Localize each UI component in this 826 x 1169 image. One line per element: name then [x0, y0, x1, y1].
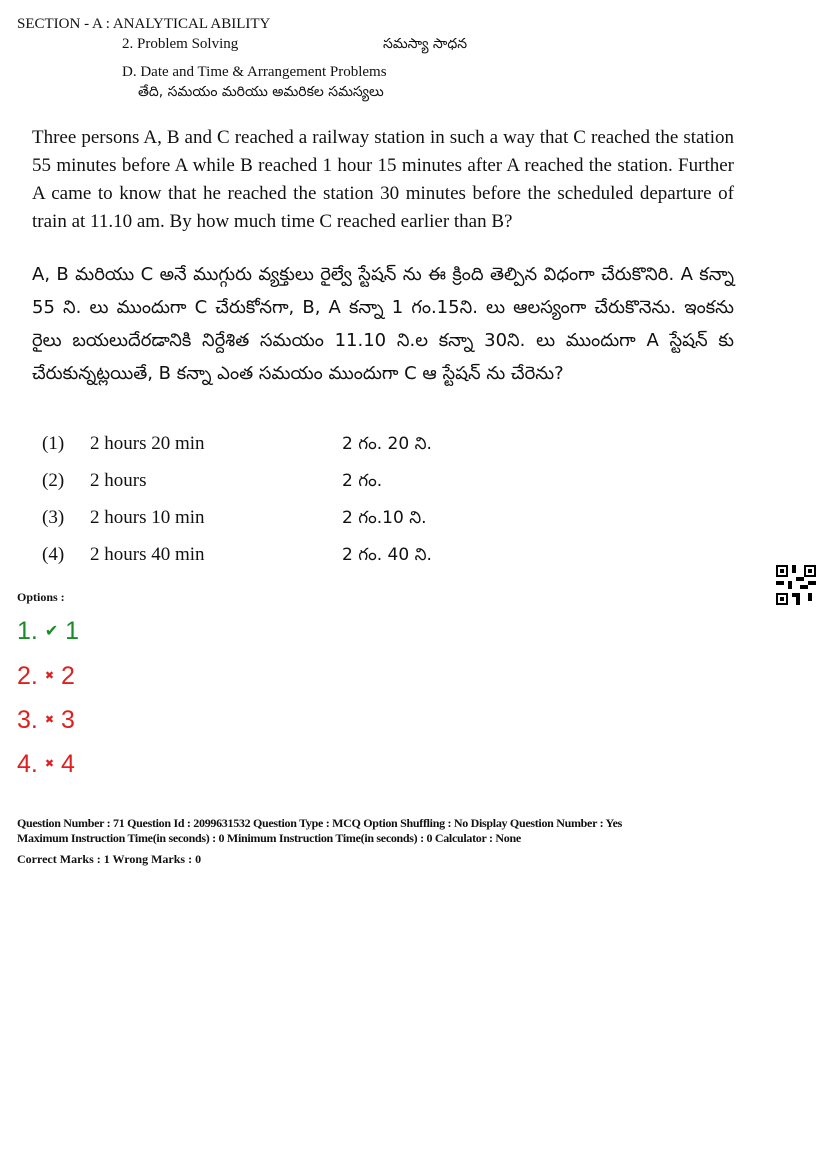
answer-value: 1 — [65, 617, 80, 645]
answer-number: 3. — [17, 706, 38, 734]
answer-option-4 — [17, 742, 826, 786]
choice-telugu: 2 గం. 20 ని. — [342, 434, 432, 454]
choice-english: 2 hours 20 min — [90, 433, 205, 454]
choice-english: 2 hours 10 min — [90, 507, 205, 528]
subject-title: 2. Problem Solving — [122, 36, 239, 52]
choice-number: (3) — [42, 507, 65, 528]
answer-value: 2 — [60, 662, 75, 690]
qr-code-icon — [776, 565, 816, 605]
cross-icon: ✖ — [44, 714, 55, 726]
answer-value: 3 — [60, 706, 75, 734]
answer-number: 4. — [17, 750, 38, 778]
choice-3 — [42, 500, 722, 537]
options-label: Options : — [17, 590, 65, 604]
choice-list — [42, 426, 722, 574]
question-text-telugu: A, B మరియు C అనే ముగ్గురు వ్యక్తులు రైల్వే స్టేషన్ ను ఈ క్రింది తెల్పిన విధంగా చేరుకొనిరి. A కన్నా 55 ని. లు ముందుగా C చేరుకోనగా, B, A కన్నా 1 గం.15ని. లు ఆలస్యంగా చేరుకొనెను. ఇంకను రైలు బయలుదేరడానికి నిర్దేశిత సమయం 11.10 ని.ల కన్నా 30ని. లు ముందుగా A స్టేషన్ కు చేరుకున్నట్లయితే, B కన్నా ఎంత సమయం ముందుగా C ఆ స్టేషన్ ను చేరెను? — [32, 264, 734, 384]
answer-number: 1. — [17, 617, 38, 645]
question-text-english: Three persons A, B and C reached a railway station in such a way that C reached the station 55 minutes before A while B reached 1 hour 15 minutes after A reached the station. Further A came to know that he reached the station 30 minutes before the scheduled departure of train at 11.10 am. By how much time C reached earlier than B? — [32, 127, 734, 232]
section-title: SECTION - A : ANALYTICAL ABILITY — [17, 16, 271, 32]
answer-number: 2. — [17, 662, 38, 690]
choice-2 — [42, 463, 722, 500]
choice-4 — [42, 537, 722, 574]
choice-number: (1) — [42, 433, 65, 454]
choice-number: (4) — [42, 544, 65, 565]
answer-option-2 — [17, 654, 826, 698]
choice-english: 2 hours — [90, 470, 147, 491]
answer-value: 4 — [60, 750, 75, 778]
choice-telugu: 2 గం. — [342, 471, 383, 491]
choice-telugu: 2 గం.10 ని. — [342, 508, 427, 528]
question-metadata-line-1: Question Number : 71 Question Id : 2099631532 Question Type : MCQ Option Shuffling : No Display Question Number : Yes — [17, 816, 622, 830]
answer-option-3 — [17, 698, 826, 742]
cross-icon: ✖ — [44, 758, 55, 770]
subject-title-telugu: సమస్యా సాధన — [383, 36, 468, 52]
cross-icon: ✖ — [44, 670, 55, 682]
choice-telugu: 2 గం. 40 ని. — [342, 545, 432, 565]
topic-title: D. Date and Time & Arrangement Problems — [122, 64, 387, 80]
check-icon: ✔ — [44, 623, 59, 640]
topic-title-telugu: తేది, సమయం మరియు అమరికల సమస్యలు — [138, 84, 384, 100]
choice-number: (2) — [42, 470, 65, 491]
marks-info: Correct Marks : 1 Wrong Marks : 0 — [17, 852, 202, 866]
choice-english: 2 hours 40 min — [90, 544, 205, 565]
answer-option-1 — [17, 609, 826, 654]
question-metadata-line-2: Maximum Instruction Time(in seconds) : 0 Minimum Instruction Time(in seconds) : 0 Calculator : None — [17, 831, 521, 845]
choice-1 — [42, 426, 722, 463]
